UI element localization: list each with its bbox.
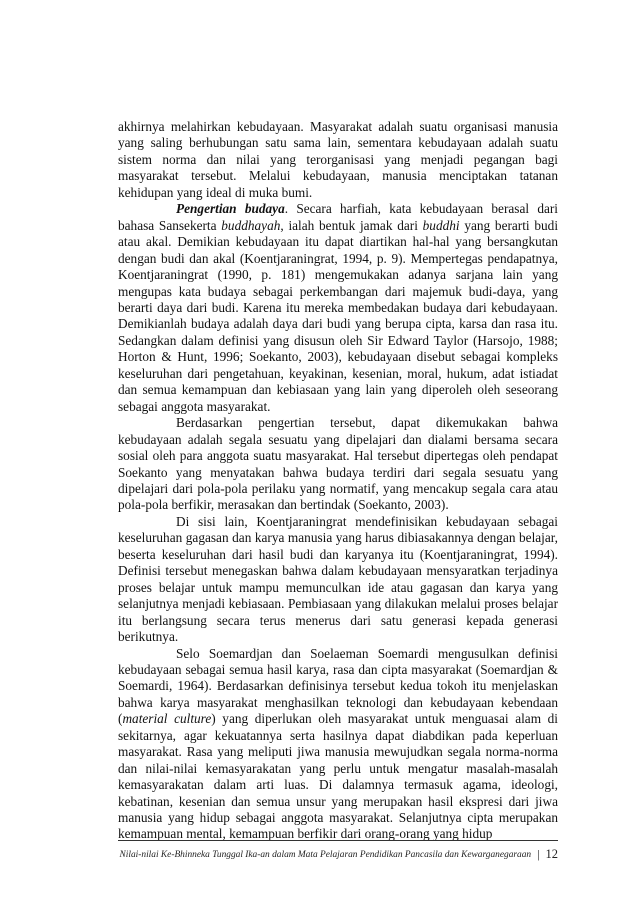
text-run: yang berarti budi atau akal. Demikian kebudayaan itu dapat diartikan hal-hal yang bersangkutan dengan budi dan akal (Koentjaraningrat, 1994, p. 9). Mempertegas pendapatnya, Koentjaraningrat (1990, p. 181) mengemukakan adanya sarjana lain yang mengupas kata budaya sebagai perkembangan dari majemuk budi-daya, yang berarti daya dari budi. Karena itu mereka membedakan budaya dari kebudayaan. Demikianlah budaya adalah daya dari budi yang berupa cipta, karsa dan rasa itu. Sedangkan dalam definisi yang disusun oleh Sir Edward Taylor (Harsojo, 1988; Horton & Hunt, 1996; Soekanto, 2003), kebudayaan disebut sebagai kompleks keseluruhan dari pengetahuan, keyakinan, kesenian, moral, hukum, adat istiadat dan semua kemampuan dan kebiasaan yang lain yang diperoleh oleh seseorang sebagai anggota masyarakat. — [118, 217, 559, 414]
paragraph-5 — [118, 646, 558, 843]
text-run: . Secara harfiah, kata kebudayaan berasal dari bahasa Sansekerta — [118, 201, 558, 233]
emphasis-text: buddhayah — [221, 217, 281, 233]
body-text — [118, 119, 558, 843]
paragraph-2 — [118, 201, 558, 415]
paragraph-3 — [118, 415, 558, 514]
text-run: Berdasarkan pengertian tersebut, dapat dikemukakan bahwa kebudayaan adalah segala sesuatu yang dipelajari dan dialami bersama secara sosial oleh para anggota suatu masyarakat. Hal tersebut dipertegas oleh pendapat Soekanto yang menyatakan bahwa budaya terdiri dari segala sesuatu yang dipelajari dari pola-pola perilaku yang normatif, yang mencakup segala cara atau pola-pola berfikir, merasakan dan bertindak (Soekanto, 2003). — [118, 415, 558, 513]
paragraph-4 — [118, 514, 558, 646]
emphasis-text: material culture — [122, 711, 212, 727]
text-run: akhirnya melahirkan kebudayaan. Masyarakat adalah suatu organisasi manusia yang saling berhubungan satu sama lain, sementara kebudayaan adalah suatu sistem norma dan nilai yang terorganisasi yang menjadi pegangan bagi masyarakat tersebut. Melalui kebudayaan, manusia menciptakan tatanan kehidupan yang ideal di muka bumi. — [118, 119, 558, 200]
text-run: Selo Soemardjan dan Soelaeman Soemardi mengusulkan definisi kebudayaan sebagai semua hasil karya, rasa dan cipta masyarakat (Soemardjan & Soemardi, 1964). Berdasarkan definisinya tersebut kedua tokoh itu menjelaskan bahwa karya masyarakat menghasilkan teknologi dan kebudayaan kebendaan ( — [118, 645, 558, 727]
footer-separator: | — [537, 847, 540, 861]
emphasis-text: buddhi — [422, 217, 460, 233]
emphasis-text: Pengertian budaya — [176, 201, 285, 217]
running-title: Nilai-nilai Ke-Bhinneka Tunggal Ika-an dalam Mata Pelajaran Pendidikan Pancasila dan Kewarganegaraan — [119, 849, 532, 860]
text-run: Di sisi lain, Koentjaraningrat mendefinisikan kebudayaan sebagai keseluruhan gagasan dan karya manusia yang harus dibiasakannya dengan belajar, beserta keseluruhan dari hasil budi dan karyanya itu (Koentjaraningrat, 1994). Definisi tersebut menegaskan bahwa dalam kebudayaan mensyaratkan terjadinya proses belajar untuk mampu memunculkan ide atau gagasan dan karya yang selanjutnya menjadi kebiasaan. Pembiasaan yang dilakukan melalui proses belajar itu berlangsung secara terus menerus dari satu generasi kepada generasi berikutnya. — [118, 513, 558, 645]
page-number: 12 — [545, 847, 558, 861]
text-run: , ialah bentuk jamak dari — [280, 217, 423, 233]
paragraph-1 — [118, 119, 558, 201]
page-footer — [118, 840, 558, 862]
text-run: ) yang diperlukan oleh masyarakat untuk menguasai alam di sekitarnya, agar kekuatannya serta hasilnya dapat diabdikan pada keperluan masyarakat. Rasa yang meliputi jiwa manusia mewujudkan segala norma-norma dan nilai-nilai kemasyarakatan yang perlu untuk mengatur masalah-masalah kemasyarakatan dalam arti luas. Di dalamnya termasuk agama, ideologi, kebatinan, kesenian dan semua unsur yang merupakan hasil ekspresi dari jiwa manusia yang hidup sebagai anggota masyarakat. Selanjutnya cipta merupakan kemampuan mental, kemampuan berfikir dari orang-orang yang hidup — [118, 711, 558, 842]
